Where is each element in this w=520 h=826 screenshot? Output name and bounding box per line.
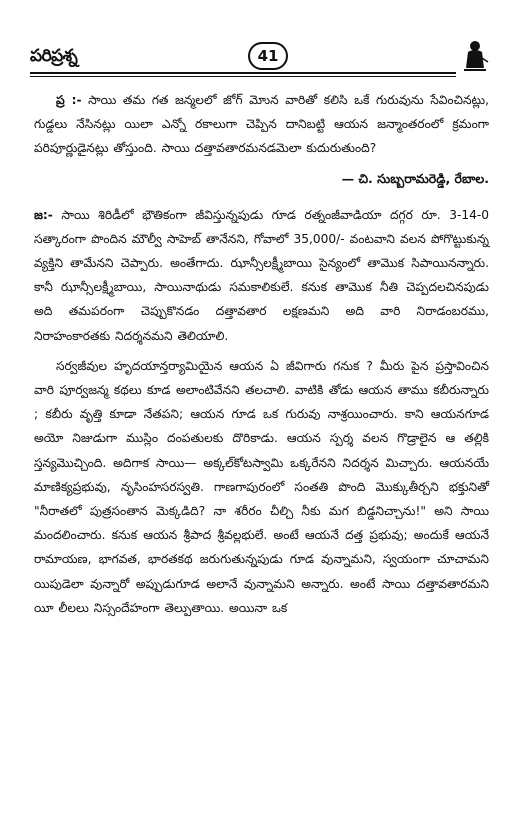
sai-baba-emblem-icon	[460, 38, 490, 74]
running-title: పరిప్రశ్న	[30, 46, 78, 66]
questioner-signature: — చి. సుబ్బరామరెడ్డి, రేబాల.	[341, 170, 489, 186]
question-text: సాయి తమ గత జన్మలలో జోగ్ మోున వారితో కలిసి ఒకే గురువును సేవించినట్లు, గుడ్డలు నేసినట్లు యిలా ఎన్నో రకాలుగా చెప్పిన దానిబట్టి ఆయన జన్మాంతరంలో క్రమంగా పరిపూర్ణుడైనట్లు తోస్తుంది. సాయి దత్తావతారమనడమెలా కుదురుతుంది?	[34, 93, 489, 156]
question-label: ప్ర :-	[56, 93, 82, 107]
page-number: 41	[248, 42, 288, 70]
page-header	[30, 40, 490, 80]
body-paragraph: సర్వజీవుల హృదయాన్తర్యామియైన ఆయన ఏ జీవిగారు గనుక ? మీరు పైన ప్రస్తావించిన వారి పూర్వజన్మ కథలు కూడ అలాంటివేనని తలచాలి. వాటికి తోడు ఆయన తాము కబీరున్నారు ; కబీరు వృత్తి కూడా నేతపని; ఆయన గూడ ఒక గురువు నాశ్రయించారు. కాని ఆయనగూడ అయో నిజుడుగా ముస్లిం దంపతులకు దొరికాడు. ఆయన స్పర్శ వలన గొడ్రాలైన ఆ తల్లికి స్తన్యమొచ్చింది. అదిగాక సాయి— అక్కల్‌కోటస్వామి ఒక్కరేనని నిదర్శన మిచ్చారు. ఆయనయే మాణిక్యప్రభువు, నృసింహసరస్వతి. గాణగాపురంలో సంతతి పొంది మొక్కుతీర్చని భక్తునితో "నీరాతలో పుత్రసంతాన మెక్కడిది? నా శరీరం చీల్చి నీకు మగ బిడ్డనిచ్చాను!" అని సాయి మందలించారు. కనుక ఆయన శ్రీపాద శ్రీవల్లభులే. అంటే ఆయనే దత్త ప్రభువు; అందుకే ఆయనే రామాయణ, భాగవత, భారతకథ జరుగుతున్నపుడు గూడ వున్నామని, స్వయంగా చూచామని యిపుడెలా వున్నారో అప్పుడుగూడ అలానే వున్నామని అన్నారు. అంటే సాయి దత్తావతారమని యీ లీలలు నిస్సందేహంగా తెల్పుతాయి. అయినా ఒక	[34, 358, 489, 615]
header-rule	[30, 72, 456, 74]
answer-label: జ:-	[34, 207, 53, 222]
answer-paragraph	[34, 203, 489, 348]
page-body	[34, 88, 489, 620]
header-rule-thin	[30, 76, 456, 77]
question-paragraph	[34, 88, 489, 161]
answer-text: సాయి శిరిడీలో భౌతికంగా జీవిస్తున్నపుడు గూడ రత్నంజీవాడియా దగ్గర రూ. 3-14-0 సత్కారంగా పొందిన మౌల్వీ సాహెబ్ తానేనని, గోవాలో 35,000/- వంటవాని వలన పోగొట్టుకున్న వ్యక్తిని తామేనని చెప్పారు. అంతేగాదు. ఝాన్సీలక్ష్మీబాయి సైన్యంలో తామొక సిపాయినన్నారు. కానీ ఝాన్సీలక్ష్మీబాయి, సాయినాథుడు సమకాలికులే. కనుక తామొక నీతి చెప్పదలచినపుడు అది తమపరంగా చెప్పుకొనడం దత్తావతార లక్షణమని అది వారి నిరాడంబరము, నిరాహంకారతకు నిదర్శనమని తెలియాలి.	[34, 207, 490, 343]
